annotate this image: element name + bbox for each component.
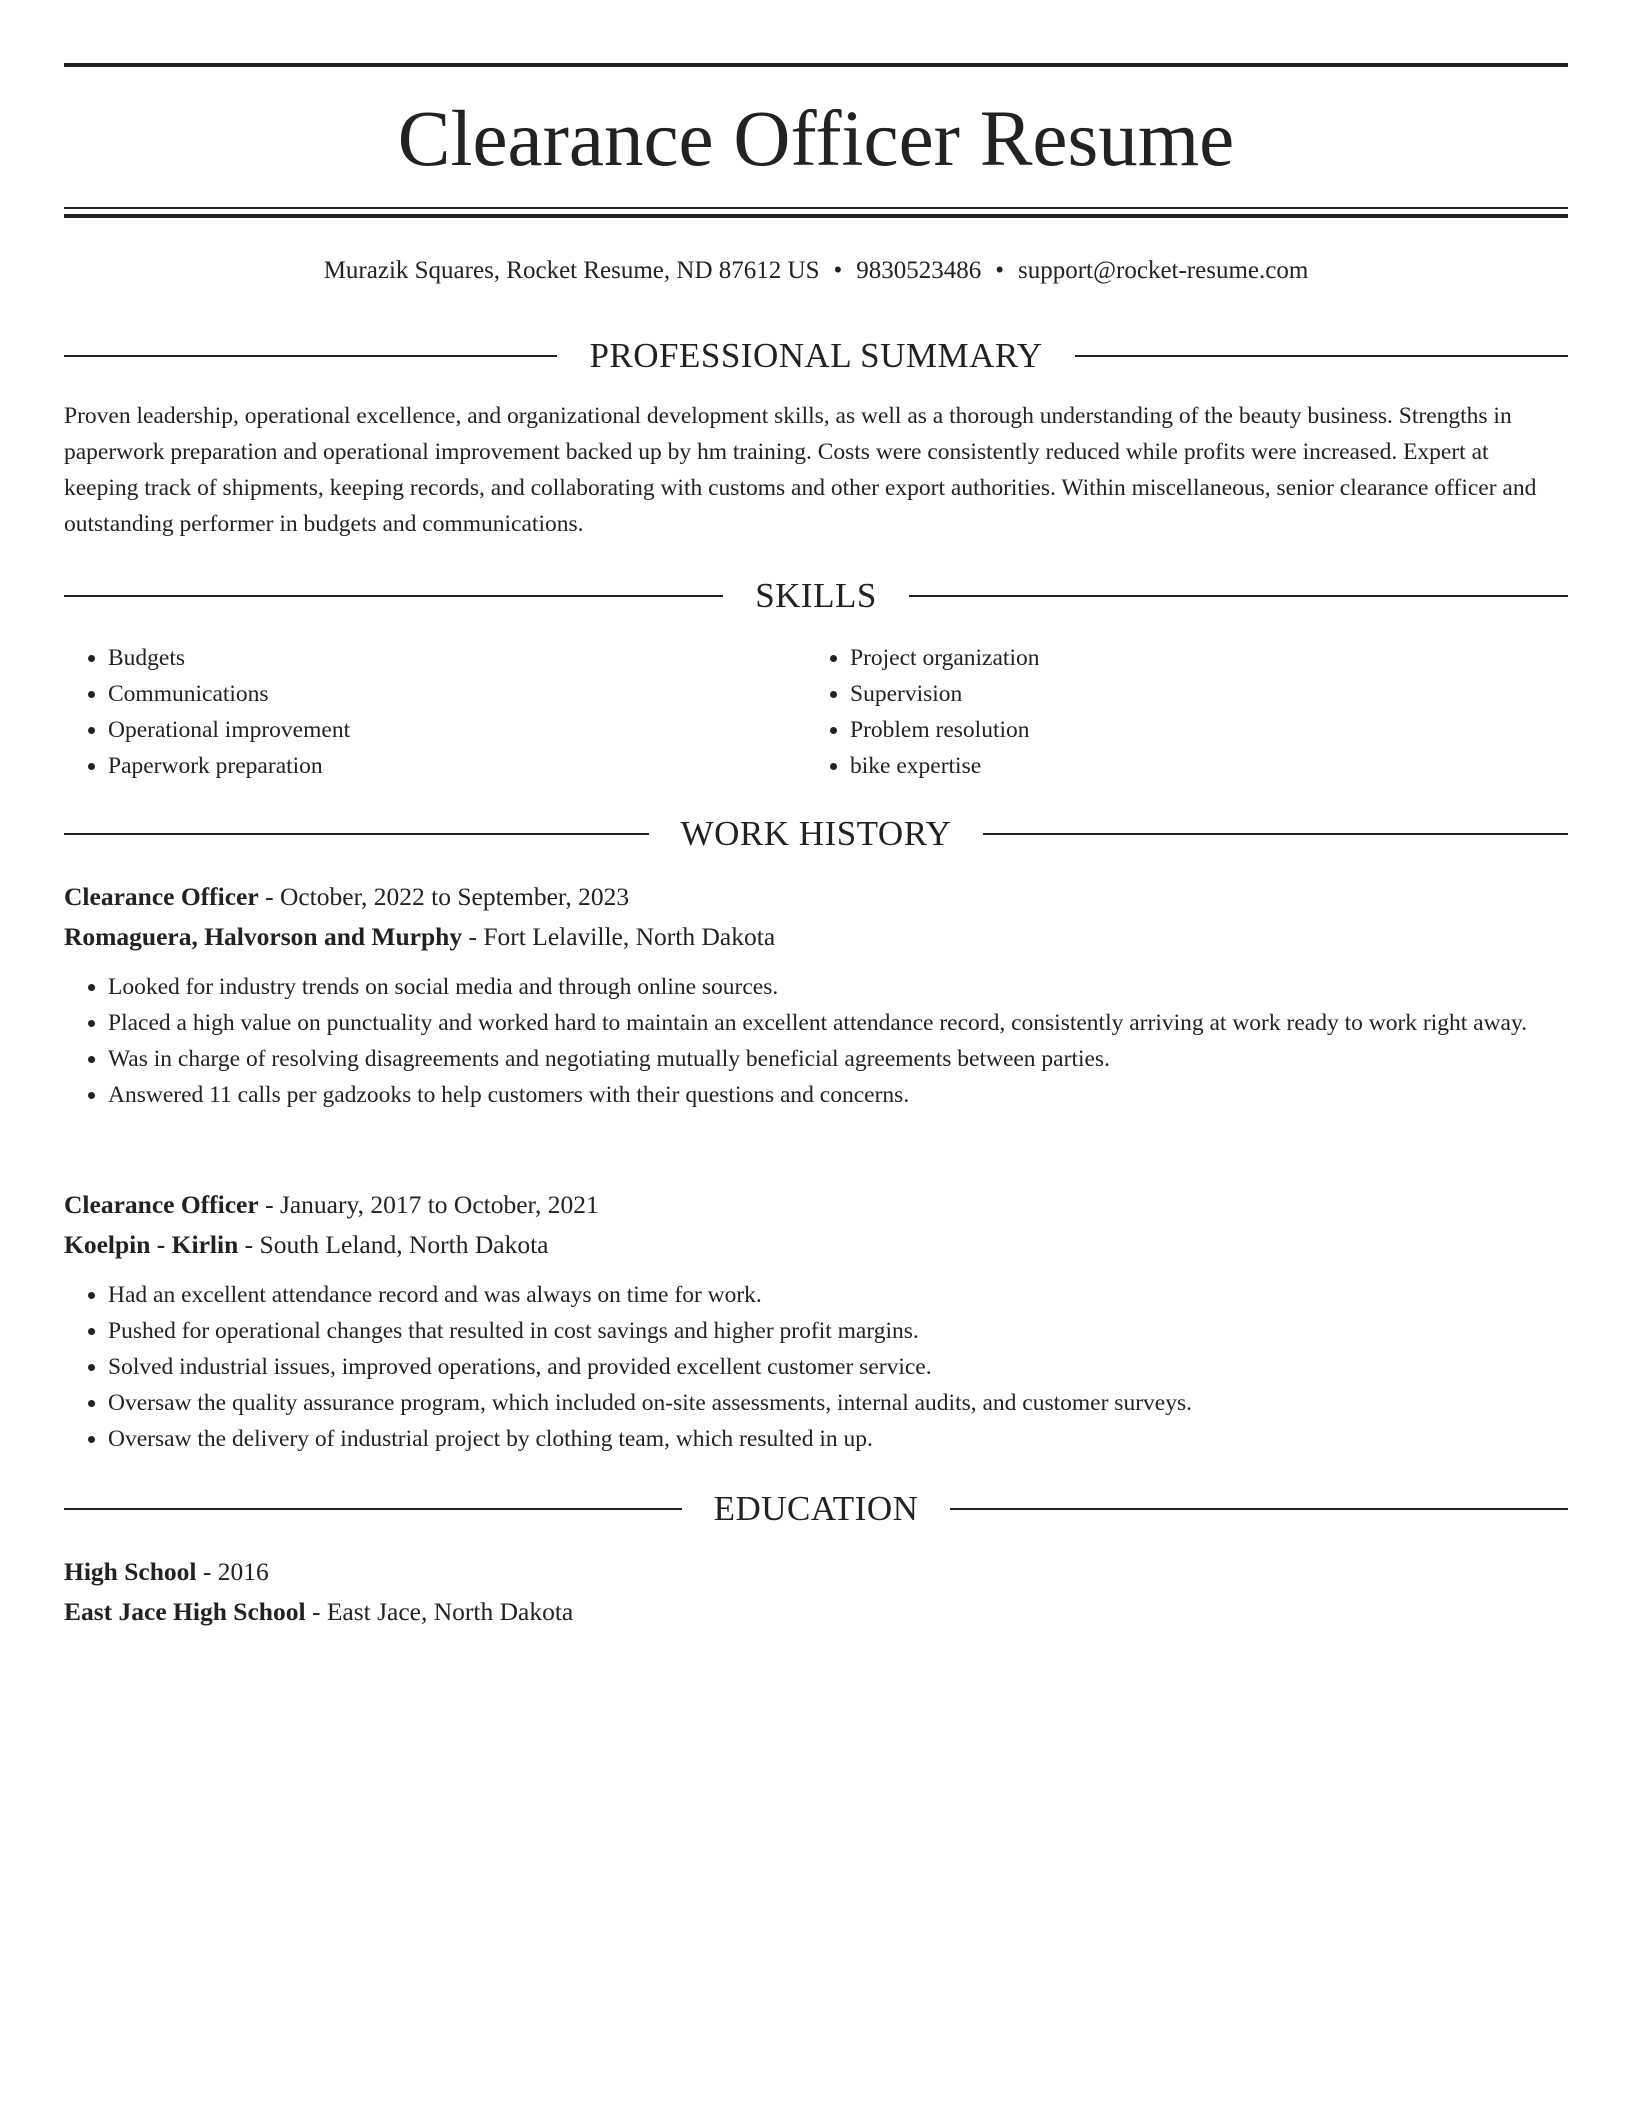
dash: -: [265, 882, 274, 911]
job-entry: [64, 877, 1568, 1113]
skill-item: • Budgets: [108, 640, 806, 676]
dash: -: [244, 1230, 254, 1259]
skill-item: • Project organization: [850, 640, 1548, 676]
job-company-row: [64, 917, 1568, 957]
section-heading-education: [64, 1487, 1568, 1531]
job-bullet: • Placed a high value on punctuality and worked hard to maintain an excellent attendance record, consistently arriving at work ready to work right away.: [108, 1005, 1568, 1041]
education-year: 2016: [217, 1557, 269, 1586]
job-bullet: • Answered 11 calls per gadzooks to help customers with their questions and concerns.: [108, 1077, 1568, 1113]
skills-column-left: [64, 640, 806, 784]
dash: -: [265, 1190, 274, 1219]
job-bullet: • Oversaw the delivery of industrial project by clothing team, which resulted in up.: [108, 1421, 1568, 1457]
job-title: Clearance Officer: [64, 1190, 259, 1219]
education-degree-row: [64, 1552, 1568, 1592]
contact-address: Murazik Squares, Rocket Resume, ND 87612 US: [323, 257, 820, 284]
skill-item: • Paperwork preparation: [108, 748, 806, 784]
summary-text: Proven leadership, operational excellence, and organizational development skills, as well as a thorough understanding of the beauty business. Strengths in paperwork preparation and operational improvement backed up by hm training. Costs were consistently reduced while profits were increased. Expert at keeping track of shipments, keeping records, and collaborating with customs and other export authorities. Within miscellaneous, senior clearance officer and outstanding performer in budgets and communications.: [64, 403, 1537, 537]
education-degree: High School: [64, 1557, 197, 1586]
job-location: Fort Lelaville, North Dakota: [483, 922, 776, 951]
divider-line: [64, 595, 723, 597]
divider-line: [1075, 355, 1568, 357]
section-title: PROFESSIONAL SUMMARY: [589, 336, 1043, 375]
dash: -: [202, 1557, 212, 1586]
education-location: East Jace, North Dakota: [326, 1597, 574, 1626]
section-heading-skills: [64, 574, 1568, 618]
top-rule: [64, 63, 1568, 67]
skill-item: • Operational improvement: [108, 712, 806, 748]
job-bullet: • Oversaw the quality assurance program, which included on-site assessments, internal audits, and customer surveys.: [108, 1385, 1568, 1421]
education-entry: [64, 1552, 1568, 1632]
contact-line: [64, 253, 1568, 289]
divider-line: [64, 833, 649, 835]
dash: -: [311, 1597, 321, 1626]
divider-line: [983, 833, 1568, 835]
section-title: SKILLS: [755, 576, 877, 615]
contact-separator: •: [833, 257, 843, 284]
contact-email: support@rocket-resume.com: [1018, 257, 1309, 284]
skills-list: [64, 640, 1568, 784]
job-bullet: • Solved industrial issues, improved operations, and provided excellent customer service.: [108, 1349, 1568, 1385]
job-location: South Leland, North Dakota: [259, 1230, 549, 1259]
job-bullets: [64, 969, 1568, 1113]
skills-column-right: [806, 640, 1548, 784]
job-company: Romaguera, Halvorson and Murphy: [64, 922, 463, 951]
skill-item: • Communications: [108, 676, 806, 712]
job-title: Clearance Officer: [64, 882, 259, 911]
job-dates: October, 2022 to September, 2023: [279, 882, 630, 911]
divider-line: [64, 1508, 682, 1510]
job-bullet: • Looked for industry trends on social media and through online sources.: [108, 969, 1568, 1005]
job-title-row: [64, 877, 1568, 917]
title-rule-thin: [64, 207, 1568, 209]
education-school: East Jace High School: [64, 1597, 306, 1626]
job-title-row: [64, 1185, 1568, 1225]
job-dates: January, 2017 to October, 2021: [279, 1190, 599, 1219]
job-bullets: [64, 1277, 1568, 1457]
job-entry: [64, 1185, 1568, 1457]
section-heading-work: [64, 812, 1568, 856]
skill-item: • bike expertise: [850, 748, 1548, 784]
contact-separator: •: [995, 257, 1004, 284]
education-school-row: [64, 1592, 1568, 1632]
divider-line: [909, 595, 1568, 597]
job-bullet: • Had an excellent attendance record and was always on time for work.: [108, 1277, 1568, 1313]
section-title: EDUCATION: [713, 1489, 919, 1528]
section-title: WORK HISTORY: [680, 814, 952, 853]
job-company: Koelpin - Kirlin: [64, 1230, 239, 1259]
job-company-row: [64, 1225, 1568, 1265]
section-heading-summary: [64, 334, 1568, 378]
divider-line: [950, 1508, 1568, 1510]
job-bullet: • Was in charge of resolving disagreements and negotiating mutually beneficial agreements between parties.: [108, 1041, 1568, 1077]
title-rule-thick: [64, 214, 1568, 218]
resume-title: Clearance Officer Resume: [397, 96, 1235, 183]
job-bullet: • Pushed for operational changes that resulted in cost savings and higher profit margins.: [108, 1313, 1568, 1349]
skill-item: • Supervision: [850, 676, 1548, 712]
skill-item: • Problem resolution: [850, 712, 1548, 748]
contact-phone: 9830523486: [856, 257, 982, 284]
divider-line: [64, 355, 557, 357]
dash: -: [468, 922, 477, 951]
